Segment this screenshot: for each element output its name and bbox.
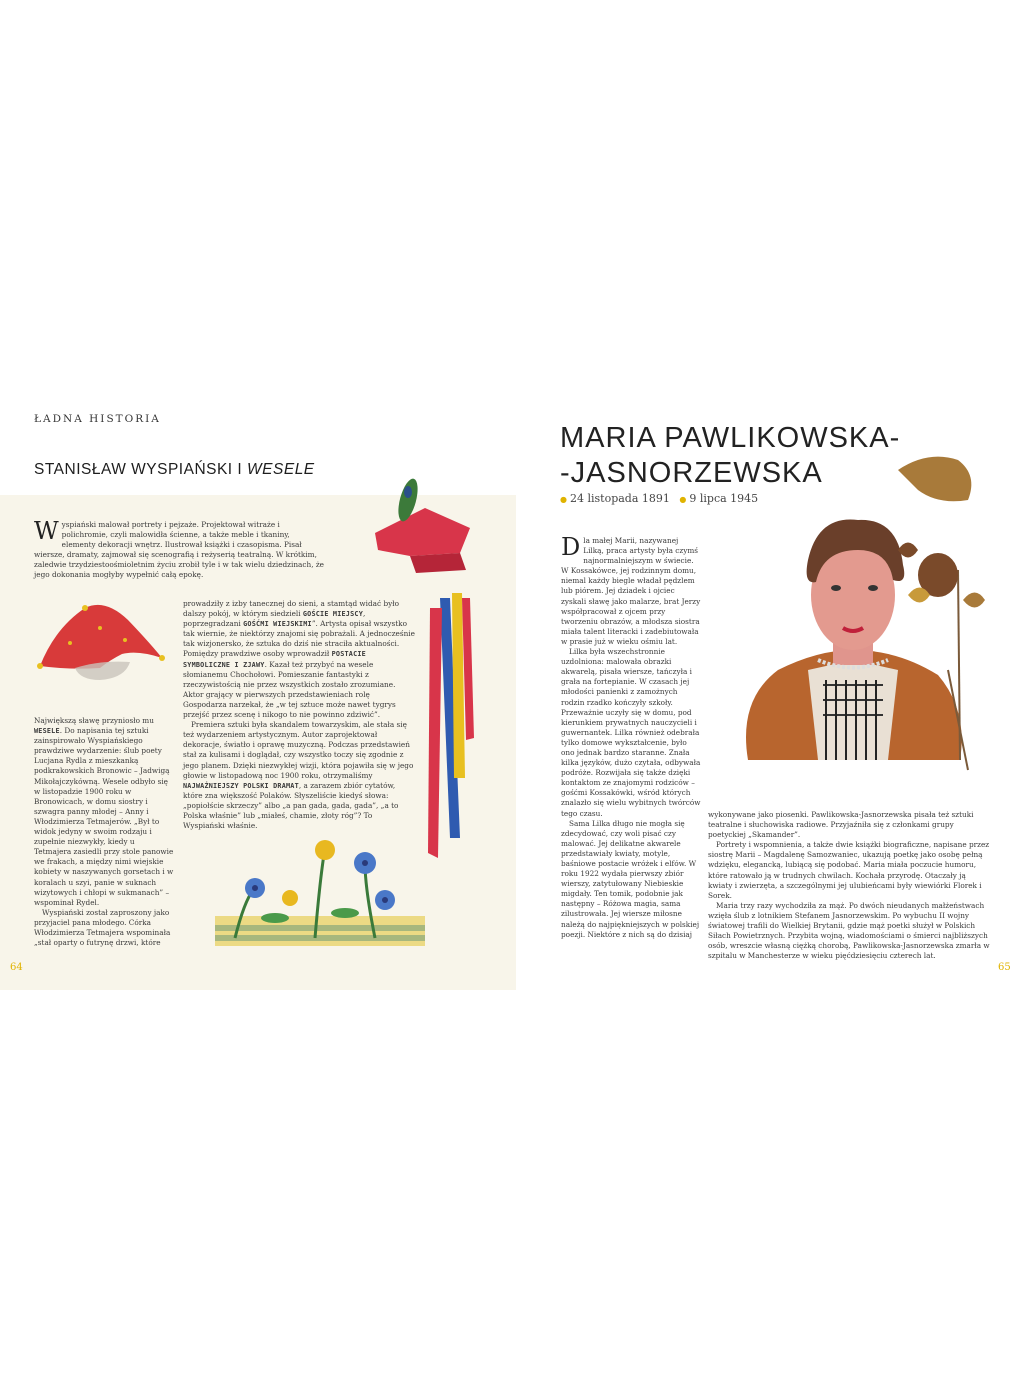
left-column-1: [34, 716, 174, 948]
title-line-2: -JASNORZEWSKA: [560, 457, 823, 489]
highlight-run: POSTACIE SYMBOLICZNE I ZJAWY: [183, 650, 366, 669]
life-dates: [560, 492, 758, 505]
highlight-run: GOŚĆMI WIEJSKIMI: [243, 620, 312, 629]
right-column-1: [561, 533, 701, 940]
text-run: , poprzegradzani: [183, 609, 366, 629]
highlight-run: WESELE: [34, 727, 60, 736]
dropcap-d: D: [561, 533, 581, 561]
death-date: 9 lipca 1945: [689, 492, 759, 505]
bullet-dot-icon: ●: [679, 494, 687, 504]
text-run: la małej Marii, nazywanej Lilką, praca artysty była czymś najnormalniejszym w świecie. W Kossakówce, jej rodzinnym domu, niemal każdy biegle władał pędzlem lub piórem. Jej dziadek i ojciec zyskali sławę jako malarze, brat Jerzy współpracował z ojcem przy tworzeniu obrazów, a młodsza siostra miała talent literacki i zadebiutowała w prasie już w wieku ośmiu lat.: [561, 536, 701, 646]
left-article-title: [34, 461, 315, 479]
left-title-italic: WESELE: [247, 461, 315, 478]
text-run: . Do napisania tej sztuki zainspirowało Wyspiańskiego prawdziwe wydarzenie: ślub poety Lucjana Rydla z mieszkanką podkrakowskich Bronowic – Jadwigą Mikołajczykówną. Wesele odbyło się w listopadzie 1900 roku w Bronowicach, w domu siostry i szwagra panny młodej – Anny i Włodzimierza Tetmajerów. „Był to widok jedyny w swoim rodzaju i zupełnie niezwykły, kiedy u Tetmajera zasiedli przy stole panowie we frakach, a między nimi wiejskie kobiety w naszywanych gorsetach i w koralach u szyi, panie w suknach wizytowych i chłopi w sukmanach” – wspominał Rydel.: [34, 726, 174, 907]
left-col1-paragraph: [34, 716, 174, 908]
birth-date: 24 listopada 1891: [569, 492, 670, 505]
right-col1-paragraph: Lilka była wszechstronnie uzdolniona: malowała obrazki akwarelą, pisała wiersze, tańczyła i grała na fortepianie. W czasach jej młodości panienki z zamożnych rodzin rzadko kończyły szkoły. Przeważnie uczyły się w domu, pod kierunkiem prywatnych nauczycieli i guwernantek. Lilka również odebrała tylko domowe wykształcenie, było ono jednak bardzo staranne. Znała kilka języków, dużo czytała, odbywała podróże. Rozwijała się także dzięki kontaktom ze znajomymi rodziców – gośćmi Kossakówki, wśród których znalazło się wielu wybitnych twórców tego czasu.: [561, 647, 701, 818]
right-article-title: [560, 421, 900, 491]
right-col1-paragraph: Sama Lilka długo nie mogła się zdecydować, czy woli pisać czy malować. Jej delikatne akwarele przedstawiały kwiaty, motyle, baśniowe postacie wróżek i elfów. W roku 1922 wydała pierwszy zbiór wierszy, zatytułowany Niebieskie migdały. Ten tomik, podobnie jak następny – Różowa magia, sama zilustrowała. Jej wiersze miłosne należą do najpiękniejszych w polskiej poezji. Niektóre z nich są do dzisiaj: [561, 818, 700, 939]
text-run: Największą sławę przyniosło mu: [34, 716, 154, 725]
left-intro: [34, 517, 324, 581]
highlight-run: NAJWAŻNIEJSZY POLSKI DRAMAT: [183, 781, 299, 790]
title-line-1: MARIA PAWLIKOWSKA-: [560, 422, 901, 454]
text-run: ”. Artysta opisał wszystko tak wiernie, że niektórzy znajomi się pobrażali. A jednocześnie tak wizjonersko, że sztuka do dziś nie straciła aktualności. Pomiędzy prawdziwe osoby wprowadził: [183, 619, 415, 659]
jester-hat-illustration: [30, 598, 175, 688]
text-run: . Kazał też przybyć na wesele słomianemu Chochołowi. Pomieszanie fantastyki z rzeczywistością nie przez wszystkich zostało zrozumiane. Aktor grający w pierwszych przedstawieniach rolę Gospodarza narzekał, że „w tej sztuce może nawet tygrys przejść przez scenę i nikogo to nie powinno zdziwić”.: [183, 659, 396, 720]
text-run: , a zarazem zbiór cytatów, które zna większość Polaków. Słyszeliście kiedyś słowa: „popiołście skrzeczy” albo „a pan gada, gada, gada”, „a to Polska właśnie” lub „miałeś, chamie, złoty róg”? To Wyspiański właśnie.: [183, 780, 399, 831]
krakow-cap-ribbons-illustration: [370, 478, 480, 858]
left-col1-paragraph: [34, 908, 174, 948]
page-number-left: 64: [10, 962, 23, 973]
text-run: Wyspiański został zaproszony jako przyjaciel pana młodego. Córka Włodzimierza Tetmajera wspominała „stał oparty o futrynę drzwi, które: [34, 907, 171, 948]
section-kicker: ŁADNA HISTORIA: [34, 413, 161, 425]
botanical-decoration: [868, 430, 998, 775]
highlight-run: GOŚCIE MIEJSCY: [302, 610, 363, 619]
flowers-illustration: [215, 838, 425, 950]
right-column-2: [708, 810, 990, 961]
text-run: prowadziły z izby tanecznej do sieni, a stamtąd widać było dalszy pokój, w którym siedzieli: [183, 599, 399, 619]
intro-text: yspiański malował portrety i pejzaże. Projektował witraże i polichromie, czyli malowidła ścienne, a także meble i tkaniny, elementy dekoracji wnętrz. Ilustrował książki i czasopisma. Pisał wiersze, dramaty, zajmował się scenografią i reżyserią teatralną. W krótkim, zaledwie trzydziestoośmioletnim życiu zrobił tyle i w tak wielu dziedzinach, że jego dokonania mogłyby wypełnić całą epokę.: [34, 520, 324, 580]
right-col2-paragraph: Portrety i wspomnienia, a także dwie książki biograficzne, napisane przez siostrę Marii – Magdalenę Samozwaniec, ukazują poetkę jako osobę pełną wdzięku, elegancką, lubiącą się podobać. Maria miała poczucie humoru, które ratowało ją w trudnych chwilach. Kochała przyrodę. Otaczały ją kwiaty i zwierzęta, a szczególnymi jej ulubieńcami były wiewiórki Florek i Sorek.: [708, 840, 990, 900]
right-col2-paragraph: Maria trzy razy wychodziła za mąż. Po dwóch nieudanych małżeństwach wzięła ślub z lotnikiem Stefanem Jasnorzewskim. Po wybuchu II wojny światowej trafili do Wielkiej Brytanii, gdzie mąż poetki służył w Polskich Siłach Powietrznych. Przybita wojną, wiadomościami o śmierci najbliższych osób, wreszcie własną ciężką chorobą, Pawlikowska-Jasnorzewska zmarła w szpitalu w Manchesterze w wieku pięćdziesięciu czterech lat.: [708, 900, 990, 961]
left-title-text: STANISŁAW WYSPIAŃSKI I: [34, 461, 248, 478]
right-col2-paragraph: wykonywane jako piosenki. Pawlikowska-Jasnorzewska pisała też sztuki teatralne i słuchowiska radiowe. Przyjaźniła się z członkami grupy poetyckiej „Skamander”.: [708, 810, 974, 840]
right-col1-paragraph: [561, 533, 701, 647]
page-number-right: 65: [998, 962, 1011, 973]
dropcap-w: W: [34, 517, 59, 545]
bullet-dot-icon: ●: [560, 494, 567, 504]
text-run: Premiera sztuki była skandalem towarzyskim, ale stała się też wydarzeniem artystycznym. Autor zaprojektował dekoracje, światło i oprawę muzyczną. Podczas przedstawień stał za kulisami i doglądał, czy wszystko toczy się zgodnie z jego planem. Dzięki niezwykłej wizji, która pojawiła się w jego głowie w listopadową noc 1900 roku, otrzymaliśmy: [183, 720, 414, 780]
